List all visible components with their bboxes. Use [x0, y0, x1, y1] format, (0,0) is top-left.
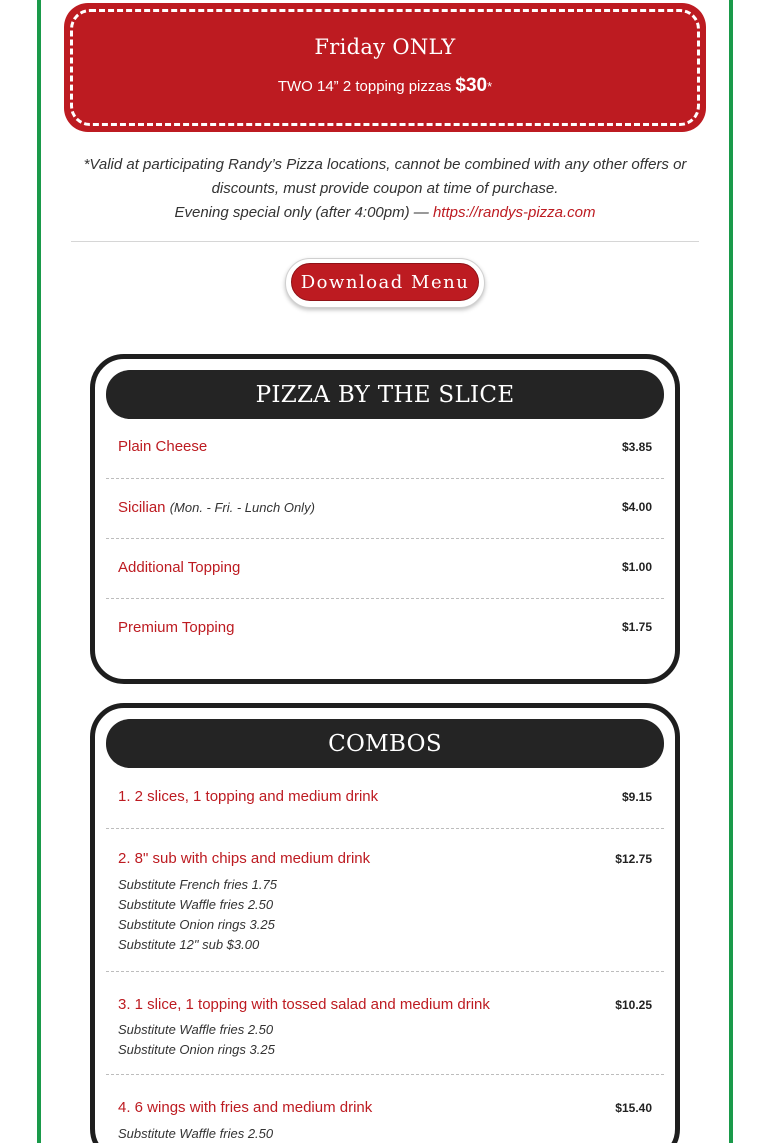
item-price: $1.75 — [621, 620, 652, 634]
friday-coupon — [64, 3, 706, 132]
menu-list — [106, 768, 664, 1143]
disclaimer-evening — [70, 201, 700, 225]
substitution-list — [118, 875, 277, 955]
coupon-offer — [64, 75, 706, 97]
menu-list — [106, 419, 664, 659]
substitution-item: Substitute Waffle fries 2.50 — [118, 1126, 274, 1141]
menu-item — [106, 479, 664, 539]
disclaimer-evening-text: Evening special only (after 4:00pm) — — [174, 204, 433, 221]
item-name: Premium Topping — [118, 619, 235, 636]
coupon-dashed-border — [70, 9, 700, 126]
item-note: (Mon. - Fri. - Lunch Only) — [169, 500, 315, 515]
item-name: Additional Topping — [118, 559, 241, 576]
substitution-list — [118, 1020, 275, 1060]
menu-item — [106, 599, 664, 659]
substitution-item: Substitute Onion rings 3.25 — [118, 917, 275, 932]
menu-item — [106, 829, 664, 972]
substitution-item: Substitute 12" sub $3.00 — [118, 937, 260, 952]
download-menu-button[interactable]: Download Menu — [291, 263, 479, 301]
item-name — [118, 499, 315, 516]
substitution-item: Substitute French fries 1.75 — [118, 877, 277, 892]
coupon-offer-text: TWO 14” 2 topping pizzas — [277, 78, 456, 95]
item-name: 4. 6 wings with fries and medium drink — [118, 1099, 373, 1116]
item-price: $10.25 — [615, 998, 652, 1012]
menu-item — [106, 972, 664, 1075]
coupon-title: Friday ONLY — [314, 35, 456, 59]
coupon-disclaimer — [70, 153, 700, 225]
item-price: $9.15 — [621, 790, 652, 804]
coupon-asterisk: * — [487, 79, 493, 94]
section-title: COMBOS — [106, 719, 664, 768]
item-name: 1. 2 slices, 1 topping and medium drink — [118, 788, 379, 805]
coupon-offer-price: $30 — [455, 75, 488, 96]
item-price: $3.85 — [621, 440, 652, 454]
item-price: $1.00 — [621, 560, 652, 574]
substitution-item: Substitute Onion rings 3.25 — [118, 1042, 275, 1057]
website-link[interactable]: https://randys-pizza.com — [432, 204, 596, 221]
item-price: $15.40 — [615, 1101, 652, 1115]
substitution-item: Substitute Waffle fries 2.50 — [118, 897, 274, 912]
menu-item — [106, 539, 664, 599]
item-price: $4.00 — [621, 500, 652, 514]
item-name: 2. 8" sub with chips and medium drink — [118, 850, 371, 867]
divider — [71, 241, 699, 242]
disclaimer-text: *Valid at participating Randy’s Pizza locations, cannot be combined with any other offers or discounts, must provide coupon at time of purchase. — [83, 156, 687, 197]
item-name: Plain Cheese — [118, 438, 208, 455]
section-combos — [90, 703, 680, 1143]
download-menu-button-wrapper — [285, 258, 485, 308]
menu-item — [106, 768, 664, 829]
item-price: $12.75 — [615, 852, 652, 866]
item-name-text: Sicilian — [118, 499, 166, 516]
menu-item — [106, 419, 664, 479]
substitution-item: Substitute Waffle fries 2.50 — [118, 1022, 274, 1037]
menu-item — [106, 1075, 664, 1143]
substitution-list — [118, 1124, 273, 1143]
item-name: 3. 1 slice, 1 topping with tossed salad and medium drink — [118, 996, 490, 1013]
section-pizza-by-the-slice — [90, 354, 680, 684]
section-title: PIZZA BY THE SLICE — [106, 370, 664, 419]
